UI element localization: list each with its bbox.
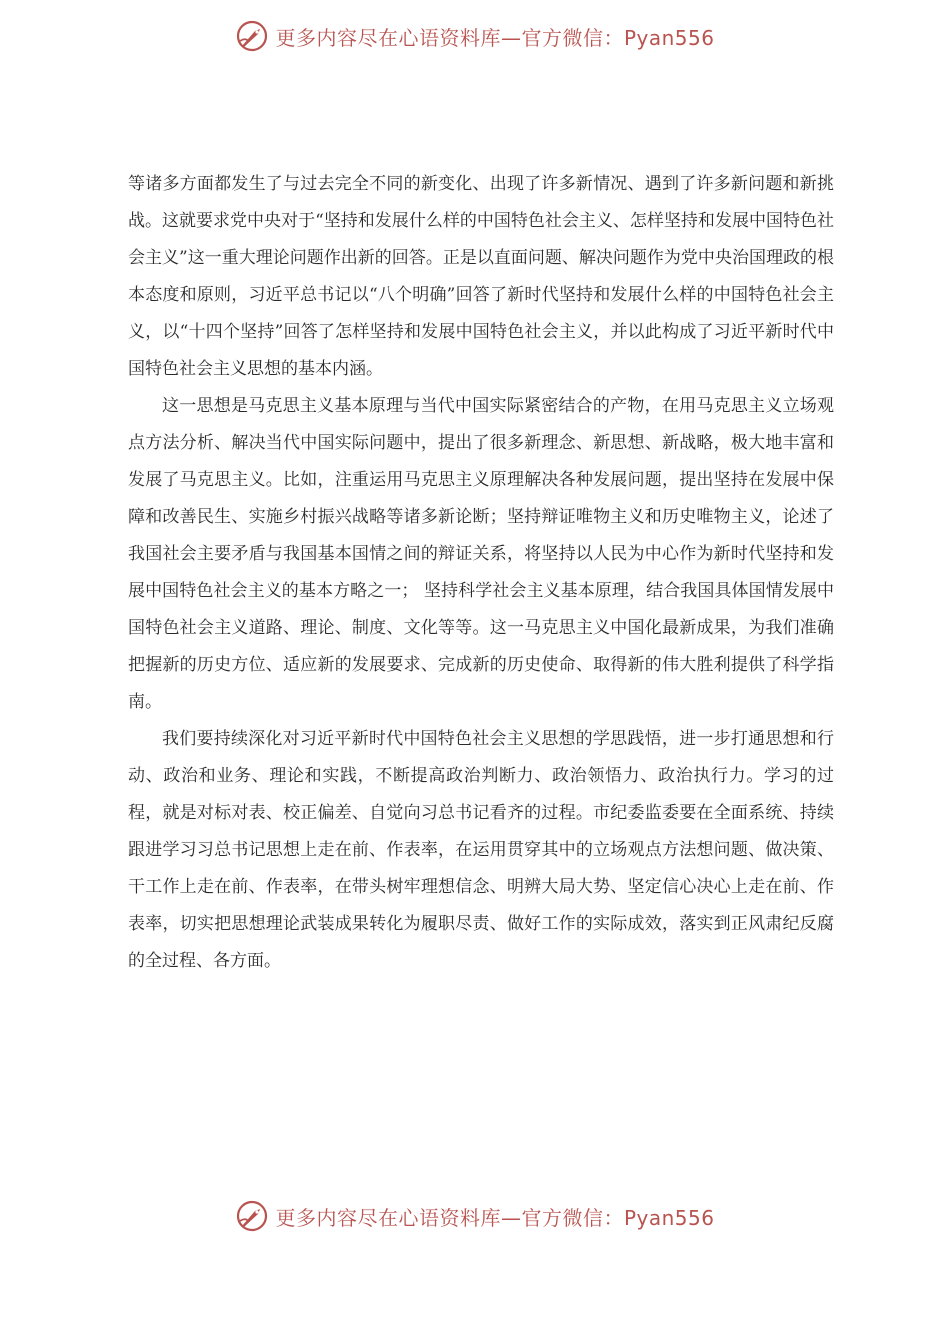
footer-banner <box>0 1196 950 1236</box>
header-banner-text: 更多内容尽在心语资料库—官方微信：Pyan556 <box>275 25 715 50</box>
paragraph-1: 等诸多方面都发生了与过去完全不同的新变化、出现了许多新情况、遇到了许多新问题和新挑战。这就要求党中央对于“坚持和发展什么样的中国特色社会主义、怎样坚持和发展中国特色社会主义”这一重大理论问题作出新的回答。正是以直面问题、解决问题作为党中央治国理政的根本态度和原则，习近平总书记以“八个明确”回答了新时代坚持和发展什么样的中国特色社会主义，以“十四个坚持”回答了怎样坚持和发展中国特色社会主义，并以此构成了习近平新时代中国特色社会主义思想的基本内涵。 <box>128 174 834 379</box>
paragraph-2: 这一思想是马克思主义基本原理与当代中国实际紧密结合的产物，在用马克思主义立场观点方法分析、解决当代中国实际问题中，提出了很多新理念、新思想、新战略，极大地丰富和发展了马克思主义。比如，注重运用马克思主义原理解决各种发展问题，提出坚持在发展中保障和改善民生、实施乡村振兴战略等诸多新论断；坚持辩证唯物主义和历史唯物主义，论述了我国社会主要矛盾与我国基本国情之间的辩证关系，将坚持以人民为中心作为新时代坚持和发展中国特色社会主义的基本方略之一； 坚持科学社会主义基本原理，结合我国具体国情发展中国特色社会主义道路、理论、制度、文化等等。这一马克思主义中国化最新成果，为我们准确把握新的历史方位、适应新的发展要求、完成新的历史使命、取得新的伟大胜利提供了科学指南。 <box>128 396 834 712</box>
header-banner <box>0 16 950 56</box>
pen-nib-logo-icon <box>235 19 269 53</box>
document-body <box>128 166 834 980</box>
paragraph-3: 我们要持续深化对习近平新时代中国特色社会主义思想的学思践悟，进一步打通思想和行动、政治和业务、理论和实践，不断提高政治判断力、政治领悟力、政治执行力。学习的过程，就是对标对表、校正偏差、自觉向习总书记看齐的过程。市纪委监委要在全面系统、持续跟进学习习总书记思想上走在前、作表率，在运用贯穿其中的立场观点方法想问题、做决策、干工作上走在前、作表率，在带头树牢理想信念、明辨大局大势、坚定信心决心上走在前、作表率，切实把思想理论武装成果转化为履职尽责、做好工作的实际成效，落实到正风肃纪反腐的全过程、各方面。 <box>128 729 834 971</box>
footer-banner-text: 更多内容尽在心语资料库—官方微信：Pyan556 <box>275 1205 715 1230</box>
pen-nib-logo-icon <box>235 1199 269 1233</box>
